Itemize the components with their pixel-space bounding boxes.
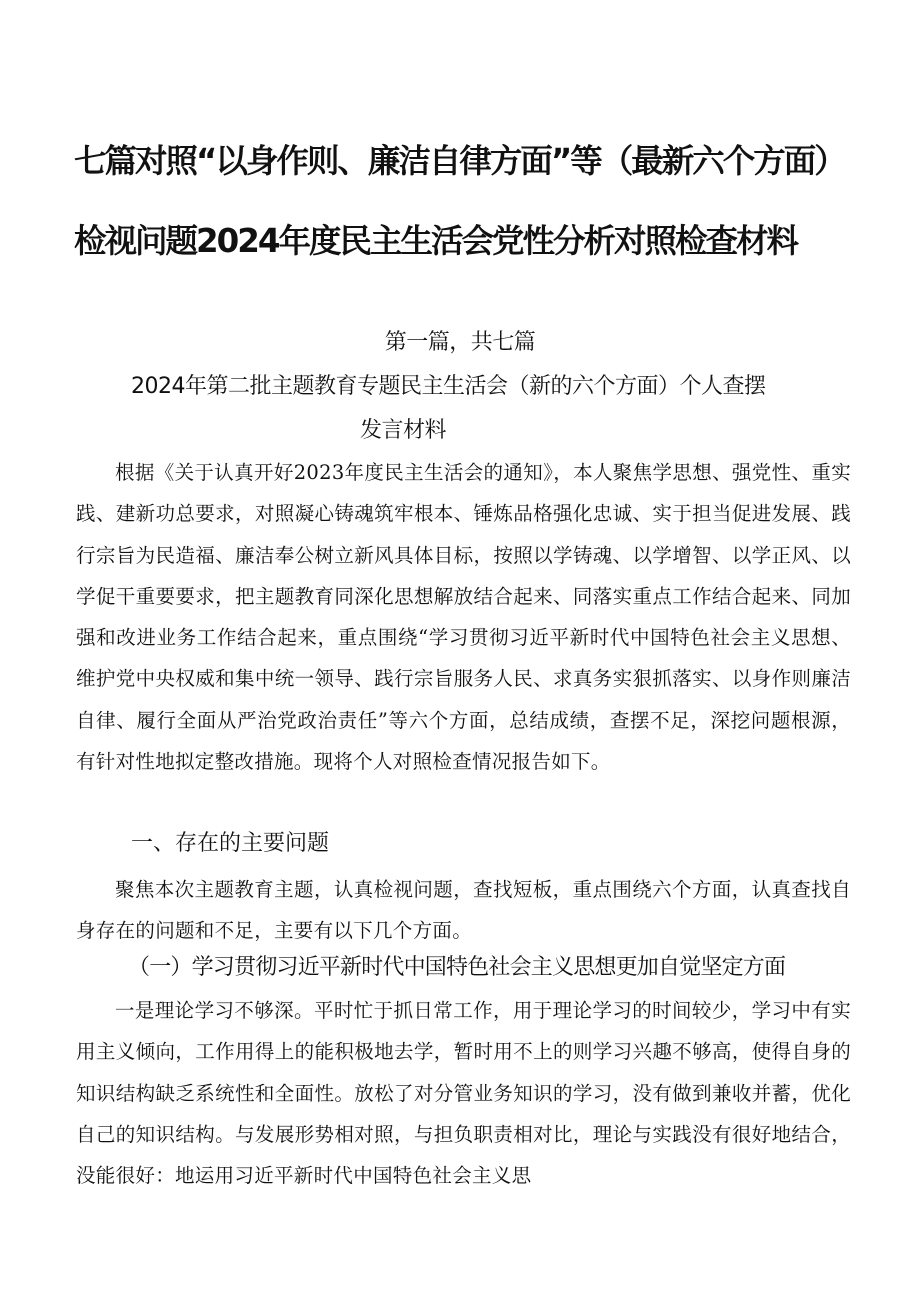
document-title-line-2: 检视问题2024年度民主生活会党性分析对照检查材料	[74, 222, 797, 260]
part-label: 第一篇，共七篇	[384, 330, 536, 355]
intro-paragraph: 根据《关于认真开好2023年度民主生活会的通知》，本人聚焦学思想、强党性、重实践、建新功总要求，对照凝心铸魂筑牢根本、锤炼品格强化忠诚、实于担当促进发展、践行宗旨为民造福、廉洁奉公树立新风具体目标，按照以学铸魂、以学增智、以学正风、以学促干重要要求，把主题教育同深化思想解放结合起来、同落实重点工作结合起来、同加强和改进业务工作结合起来，重点围绕“学习贯彻习近平新时代中国特色社会主义思想、维护党中央权威和集中统一领导、践行宗旨服务人民、求真务实狠抓落实、以身作则廉洁自律、履行全面从严治党政治责任”等六个方面，总结成绩，查摆不足，深挖问题根源，有针对性地拟定整改措施。现将个人对照检查情况报告如下。	[76, 461, 851, 774]
subtitle-line-2: 发言材料	[360, 418, 447, 443]
subsection-1-paragraph: 一是理论学习不够深。平时忙于抓日常工作，用于理论学习的时间较少，学习中有实用主义倾向，工作用得上的能积极地去学，暂时用不上的则学习兴趣不够高，使得自身的知识结构缺乏系统性和全面性。放松了对分管业务知识的学习，没有做到兼收并蓄，优化自己的知识结构。与发展形势相对照，与担负职责相对比，理论与实践没有很好地结合，没能很好：地运用习近平新时代中国特色社会主义思	[76, 999, 851, 1188]
section-heading-problems: 一、存在的主要问题	[131, 831, 330, 856]
subtitle-line-1: 2024年第二批主题教育专题民主生活会（新的六个方面）个人查摆	[131, 374, 766, 399]
subsection-heading-1: （一）学习贯彻习近平新时代中国特色社会主义思想更加自觉坚定方面	[128, 955, 786, 980]
section-intro-paragraph: 聚焦本次主题教育主题，认真检视问题，查找短板，重点围绕六个方面，认真查找自身存在的问题和不足，主要有以下几个方面。	[76, 878, 851, 943]
document-title-line-1: 七篇对照“以身作则、廉洁自律方面”等（最新六个方面）	[74, 142, 845, 180]
